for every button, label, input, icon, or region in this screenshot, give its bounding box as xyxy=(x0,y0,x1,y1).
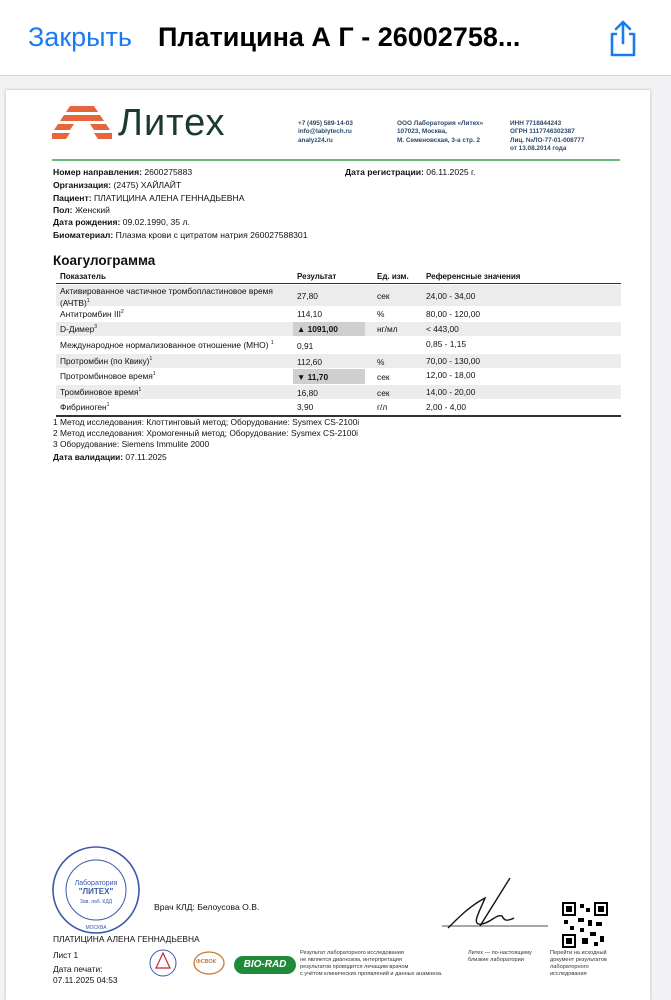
result-low-flag: ▼ 11,70 xyxy=(293,369,365,384)
section-title: Коагулограмма xyxy=(53,253,156,268)
referral-line: Номер направления: 2600275883 xyxy=(53,167,193,177)
organization-line: Организация: (2475) ХАЙЛАЙТ xyxy=(53,180,182,190)
doctor-signature-line: Врач КЛД: Белоусова О.В. xyxy=(154,902,260,912)
table-row: Активированное частичное тромбопластиновое время (АЧТВ)$^1$ 27,80 сек 24,00 - 34,00 xyxy=(56,285,621,306)
method-note: 1 Метод исследования: Клоттинговый метод; Оборудование: Sysmex CS-2100i xyxy=(53,417,360,427)
qr-code-icon[interactable] xyxy=(562,902,608,948)
patient-line: Пациент: ПЛАТИЦИНА АЛЕНА ГЕННАДЬЕВНА xyxy=(53,193,245,203)
col-header-indicator: Показатель xyxy=(60,272,106,281)
result-high-flag: ▲ 1091,00 xyxy=(293,322,365,336)
svg-text:МОСКВА: МОСКВА xyxy=(85,925,107,931)
table-row: Тромбиновое время$^1$ 16,80 сек 14,00 - 20,00 xyxy=(56,385,621,399)
document-title: Платицина А Г - 26002758... xyxy=(158,22,521,52)
laboratory-stamp-icon xyxy=(51,845,141,935)
header-contacts: +7 (495) 589-14-03 info@lablytech.ru analyz24.ru xyxy=(298,120,353,144)
viewer-toolbar xyxy=(0,0,671,76)
table-row: Антитромбин III$^2$ 114,10 % 80,00 - 120,00 xyxy=(60,309,481,319)
table-row: D-Димер$^3$ ▲ 1091,00 нг/мл < 443,00 xyxy=(56,322,621,336)
document-page xyxy=(6,90,650,1000)
biorad-logo: BIO-RAD xyxy=(234,956,296,974)
logo-wordmark: Литех xyxy=(118,102,226,144)
svg-text:Зав. лаб. КДД: Зав. лаб. КДД xyxy=(79,899,113,905)
svg-text:Лаборатория: Лаборатория xyxy=(74,880,118,887)
col-header-reference: Референсные значения xyxy=(426,272,521,281)
biomaterial-line: Биоматериал: Плазма крови с цитратом натрия 260027588301 xyxy=(53,230,308,240)
litech-logo-icon xyxy=(52,104,112,144)
header-address: ООО Лаборатория «Литех» 107023, Москва, М. Семеновская, 3-а стр. 2 xyxy=(397,120,484,144)
close-button[interactable]: Закрыть xyxy=(28,22,132,52)
col-header-result: Результат xyxy=(297,272,337,281)
sex-line: Пол: Женский xyxy=(53,205,110,215)
accreditation-emblem-icon xyxy=(148,948,178,978)
footer-patient-name: ПЛАТИЦИНА АЛЕНА ГЕННАДЬЕВНА xyxy=(53,934,200,944)
sheet-number: Лист 1 xyxy=(53,950,79,960)
table-row: Протромбиновое время$^1$ ▼ 11,70 сек 12,00 - 18,00 xyxy=(60,370,476,382)
slogan-text: Литех — по-настоящему близкие лаборатории xyxy=(468,950,532,963)
header-divider xyxy=(52,159,620,161)
table-row: Фибриноген$^1$ 3,90 г/л 2,00 - 4,00 xyxy=(60,402,467,412)
print-date: Дата печати: 07.11.2025 04:53 xyxy=(53,964,118,985)
registration-line: Дата регистрации: 06.11.2025 г. xyxy=(345,167,476,177)
disclaimer-text: Результат лабораторного исследования не является диагнозом, интерпретация результатов проводится лечащим врачом с учётом клинических проявлений и данных анамнеза. xyxy=(300,950,443,977)
method-note: 3 Оборудование: Siemens Immulite 2000 xyxy=(53,439,210,449)
table-row: Протромбин (по Квику)$^1$ 112,60 % 70,00 - 130,00 xyxy=(56,354,621,368)
table-header-rule xyxy=(56,283,621,284)
handwritten-signature-icon xyxy=(440,876,550,936)
dob-line: Дата рождения: 09.02.1990, 35 л. xyxy=(53,217,190,227)
validation-line: Дата валидации: 07.11.2025 xyxy=(53,452,167,462)
method-note: 2 Метод исследования: Хромогенный метод; Оборудование: Sysmex CS-2100i xyxy=(53,428,358,438)
share-icon[interactable] xyxy=(606,18,640,58)
svg-text:"ЛИТЕХ": "ЛИТЕХ" xyxy=(78,887,114,896)
col-header-unit: Ед. изм. xyxy=(377,272,409,281)
header-legal: ИНН 7718844243 ОГРН 1117746302387 Лиц. №ЛО-77-01-008777 от 13.08.2014 года xyxy=(510,120,585,153)
table-row: Международное нормализованное отношение (МНО) $^1$ 0,91 0,85 - 1,15 xyxy=(60,339,467,351)
qr-caption: Перейти на исходный документ результатов лабораторного исследования xyxy=(550,950,607,977)
fsvok-label: ФСВОК xyxy=(196,959,217,965)
